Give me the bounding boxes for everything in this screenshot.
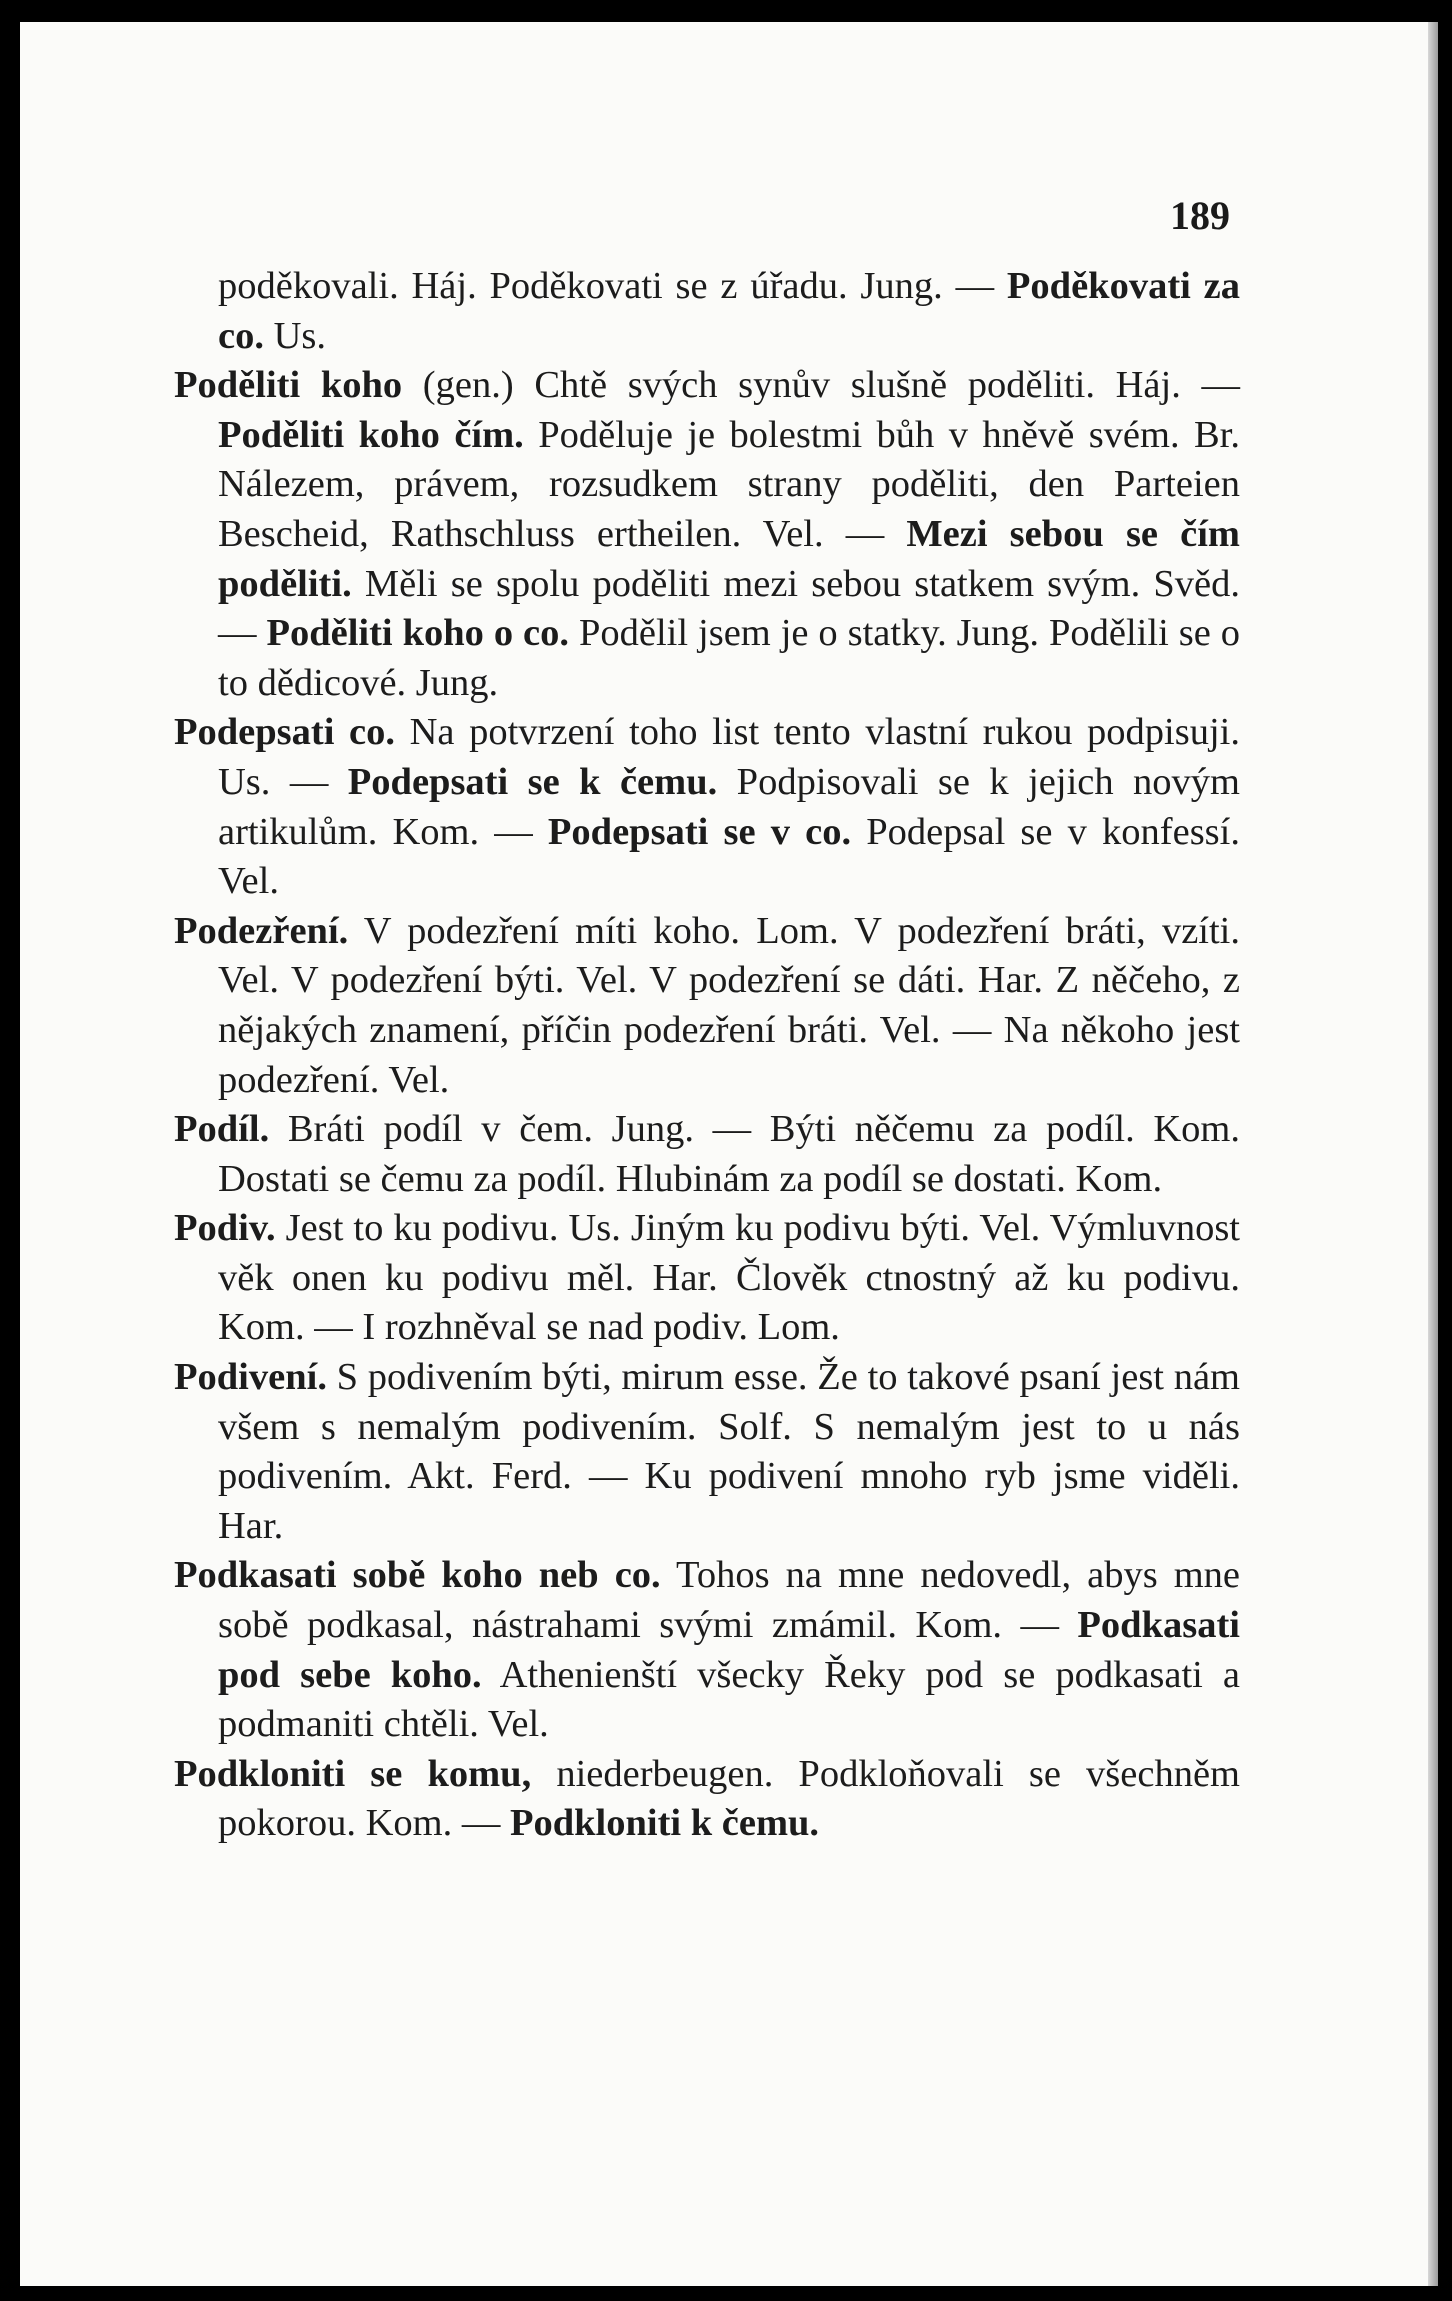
- entry-text: S podivením býti, mirum esse. Že to takové psaní jest nám všem s nemalým podivením. Solf. S nemalým jest to u nás podivením. Akt. Ferd. — Ku podivení mnoho ryb jsme viděli. Har.: [218, 1356, 1240, 1547]
- entry-text: Bráti podíl v čem. Jung. — Býti něčemu za podíl. Kom. Dostati se čemu za podíl. Hlubinám za podíl se dostati. Kom.: [218, 1108, 1240, 1200]
- entry-text: Us.: [263, 314, 327, 357]
- entry-text: poděkovali. Háj. Poděkovati se z úřadu. Jung. —: [218, 265, 1007, 307]
- dictionary-entry: [174, 1551, 1240, 1749]
- entry-headword: Poděliti koho o co.: [266, 612, 570, 655]
- entry-text: Poděluje je bolestmi bůh v hněvě svém. Br. Nálezem, právem, rozsudkem strany poděliti, den Parteien Bescheid, Rathschluss ertheilen. Vel. —: [218, 413, 1240, 555]
- entry-headword: Podiv.: [174, 1207, 276, 1250]
- entry-headword: Podepsati se k čemu.: [347, 760, 718, 803]
- entry-text: Jest to ku podivu. Us. Jiným ku podivu býti. Vel. Výmluvnost věk onen ku podivu měl. Har. Člověk ctnostný až ku podivu. Kom. — I rozhněval se nad podiv. Lom.: [218, 1207, 1240, 1349]
- entry-text: Podepsal se v konfessí. Vel.: [218, 810, 1240, 903]
- entry-text: niederbeugen. Podkloňovali se všechněm pokorou. Kom. —: [218, 1752, 1240, 1845]
- entry-text: Tohos na mne nedovedl, abys mne sobě podkasal, nástrahami svými zmámil. Kom. —: [218, 1554, 1241, 1647]
- entry-headword: Podezření.: [174, 909, 349, 952]
- dictionary-entry: [174, 262, 1240, 361]
- entry-headword: Podkloniti se komu,: [174, 1752, 532, 1795]
- entry-text: Na potvrzení toho list tento vlastní rukou podpisuji. Us. —: [218, 711, 1240, 803]
- entry-text: Měli se spolu poděliti mezi sebou statkem svým. Svěd. —: [218, 562, 1240, 655]
- dictionary-entry: [174, 1353, 1240, 1551]
- entry-text: Podpisovali se k jejich novým artikulům. Kom. —: [218, 760, 1240, 853]
- dictionary-entry: [174, 907, 1240, 1105]
- entry-headword: Podepsati se v co.: [547, 810, 852, 853]
- entry-headword: Podíl.: [174, 1108, 270, 1151]
- dictionary-entry: [174, 361, 1240, 708]
- entry-headword: Poděliti koho čím.: [218, 413, 524, 456]
- entry-headword: Podkasati pod sebe koho.: [218, 1604, 1240, 1696]
- entry-headword: Podkloniti k čemu.: [509, 1802, 820, 1845]
- dictionary-entry: [174, 708, 1240, 906]
- entry-headword: Podepsati co.: [174, 711, 395, 754]
- entry-text: V podezření míti koho. Lom. V podezření bráti, vzíti. Vel. V podezření býti. Vel. V podezření se dáti. Har. Z něčeho, z nějakých znamení, příčin podezření bráti. Vel. — Na někoho jest podezření. Vel.: [218, 909, 1240, 1101]
- dictionary-entry: [174, 1105, 1240, 1204]
- entry-headword: Poděkovati za co.: [218, 265, 1240, 357]
- page-edge: [1428, 22, 1438, 2286]
- entry-text: Athenienští všecky Řeky pod se podkasati a podmaniti chtěli. Vel.: [218, 1653, 1241, 1746]
- entry-text: Podělil jsem je o statky. Jung. Podělili se o to dědicové. Jung.: [218, 612, 1240, 704]
- entry-text: (gen.) Chtě svých synův slušně poděliti. Háj. —: [402, 364, 1240, 407]
- entry-headword: Podivení.: [174, 1356, 327, 1399]
- page-number: 189: [1170, 193, 1230, 238]
- dictionary-entry: [174, 1750, 1240, 1849]
- entry-headword: Mezi sebou se čím poděliti.: [218, 512, 1240, 605]
- dictionary-text: [174, 262, 1240, 1849]
- entry-headword: Poděliti koho: [174, 364, 403, 407]
- book-page: [20, 22, 1438, 2286]
- dictionary-entry: [174, 1204, 1240, 1353]
- entry-headword: Podkasati sobě koho neb co.: [174, 1554, 661, 1597]
